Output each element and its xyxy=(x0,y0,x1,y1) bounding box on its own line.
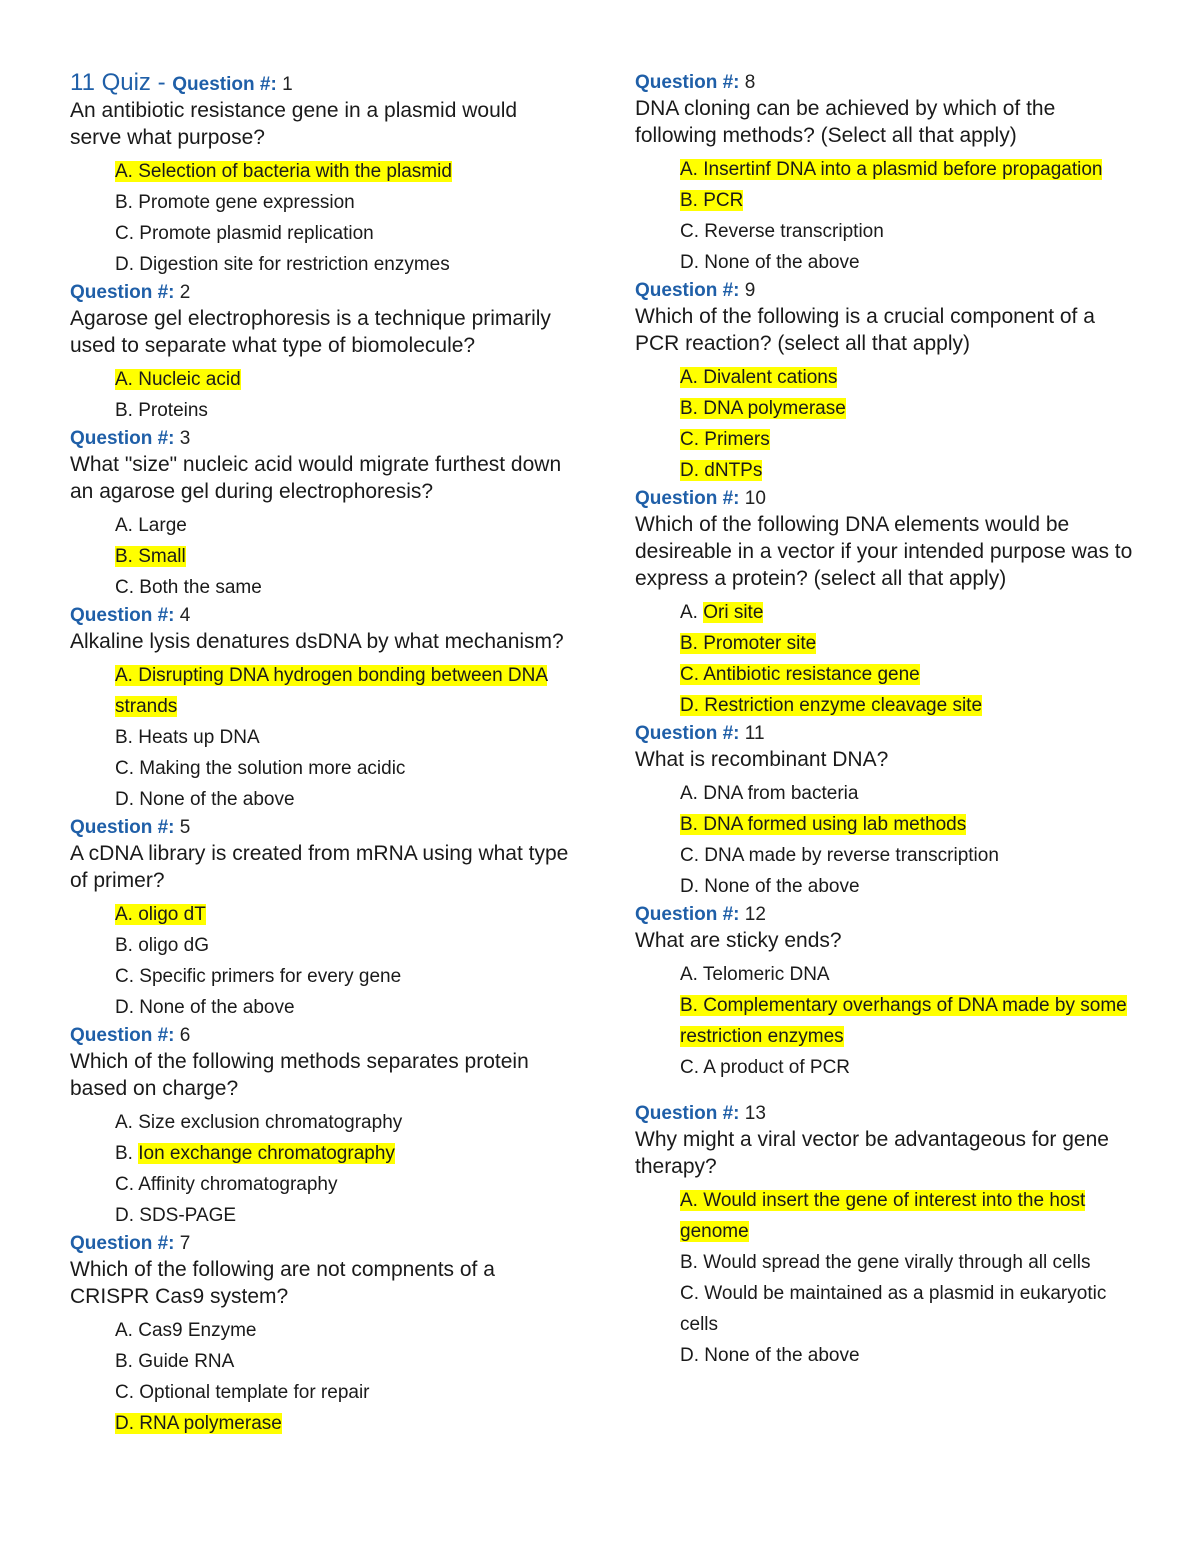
answer-option xyxy=(680,1247,1135,1278)
option-letter: D. xyxy=(680,252,699,273)
question-label: Question #: xyxy=(635,1103,740,1124)
answer xyxy=(115,1143,395,1164)
question-text: A cDNA library is created from mRNA using what type of primer? xyxy=(70,842,569,892)
option-letter: B. xyxy=(115,935,133,956)
option-text: RNA polymerase xyxy=(139,1413,282,1434)
option-text: Ori site xyxy=(703,602,764,623)
question-header xyxy=(70,1023,570,1048)
option-text: Reverse transcription xyxy=(704,221,884,242)
option-text: Cas9 Enzyme xyxy=(138,1320,257,1341)
answer-option xyxy=(680,690,1135,721)
answer-option xyxy=(680,247,1135,278)
answer-option xyxy=(115,753,570,784)
option-letter: B. xyxy=(115,1143,133,1164)
option-letter: A. xyxy=(680,964,698,985)
question-7 xyxy=(70,1231,570,1439)
answer-option xyxy=(680,809,1135,840)
highlighted-answer xyxy=(115,546,186,567)
option-text: Digestion site for restriction enzymes xyxy=(139,254,450,275)
answer-option xyxy=(680,1278,1135,1340)
option-text: dNTPs xyxy=(704,460,763,481)
answer-option xyxy=(680,990,1135,1052)
question-number: 8 xyxy=(744,72,756,93)
answer-options xyxy=(635,778,1135,902)
option-letter: A. xyxy=(680,367,698,388)
answer-options xyxy=(635,1185,1135,1371)
option-text: Small xyxy=(138,546,186,567)
option-text: Divalent cations xyxy=(703,367,838,388)
option-letter: A. xyxy=(115,1320,133,1341)
answer-options xyxy=(70,1315,570,1439)
answer xyxy=(680,1252,1091,1273)
option-text: Affinity chromatography xyxy=(138,1174,338,1195)
answer-option xyxy=(115,930,570,961)
option-text: None of the above xyxy=(139,789,295,810)
question-number: 9 xyxy=(744,280,756,301)
option-text: Both the same xyxy=(139,577,262,598)
answer xyxy=(680,783,858,804)
question-text: Which of the following is a crucial component of a PCR reaction? (select all that apply) xyxy=(635,305,1095,355)
answer-option xyxy=(115,541,570,572)
answer xyxy=(115,223,374,244)
option-letter: A. xyxy=(115,161,133,182)
answer-option xyxy=(115,510,570,541)
option-text: Insertinf DNA into a plasmid before propagation xyxy=(703,159,1103,180)
answer-option xyxy=(115,1138,570,1169)
answer-options xyxy=(635,362,1135,486)
answer-option xyxy=(680,1185,1135,1247)
question-text: An antibiotic resistance gene in a plasmid would serve what purpose? xyxy=(70,99,518,149)
answer xyxy=(680,1057,850,1078)
answer-options xyxy=(635,154,1135,278)
question-number: 3 xyxy=(179,428,191,449)
answer-option xyxy=(680,959,1135,990)
question-text: DNA cloning can be achieved by which of the following methods? (Select all that apply) xyxy=(635,97,1056,147)
option-text: Ion exchange chromatography xyxy=(138,1143,395,1164)
highlighted-answer xyxy=(115,904,206,925)
option-text: Specific primers for every gene xyxy=(139,966,402,987)
answer xyxy=(115,254,450,275)
question-label: Question #: xyxy=(70,1025,175,1046)
question-text: Which of the following methods separates protein based on charge? xyxy=(70,1050,529,1100)
option-letter: C. xyxy=(680,429,699,450)
question-3 xyxy=(70,426,570,603)
right-column xyxy=(635,70,1135,1371)
answer xyxy=(115,515,187,536)
option-text: Optional template for repair xyxy=(139,1382,370,1403)
answer xyxy=(115,758,405,779)
answer-option xyxy=(115,660,570,722)
answer-options xyxy=(70,660,570,815)
question-text: What is recombinant DNA? xyxy=(635,748,889,771)
option-text: Selection of bacteria with the plasmid xyxy=(138,161,452,182)
option-text: PCR xyxy=(703,190,744,211)
question-header xyxy=(70,1231,570,1256)
option-letter: C. xyxy=(115,966,134,987)
question-label: Question #: xyxy=(635,72,740,93)
highlighted-answer xyxy=(680,633,816,654)
question-number: 2 xyxy=(179,282,191,303)
question-number: 7 xyxy=(179,1233,191,1254)
question-label: Question #: xyxy=(635,904,740,925)
answer-option xyxy=(680,1052,1135,1083)
answer-options xyxy=(635,959,1135,1083)
option-letter: C. xyxy=(115,758,134,779)
answer-option xyxy=(680,597,1135,628)
option-text: DNA polymerase xyxy=(703,398,846,419)
answer-option xyxy=(115,992,570,1023)
option-letter: C. xyxy=(680,221,699,242)
option-letter: A. xyxy=(680,159,698,180)
question-number: 13 xyxy=(744,1103,766,1124)
answer-option xyxy=(115,395,570,426)
answer xyxy=(115,1174,337,1195)
option-letter: C. xyxy=(115,577,134,598)
option-letter: B. xyxy=(115,1351,133,1372)
option-text: oligo dG xyxy=(138,935,210,956)
answer xyxy=(115,935,209,956)
question-number: 12 xyxy=(744,904,766,925)
answer xyxy=(115,1351,234,1372)
option-text: DNA from bacteria xyxy=(703,783,859,804)
highlighted-answer xyxy=(680,1190,1085,1242)
option-letter: D. xyxy=(680,695,699,716)
question-header xyxy=(635,70,1135,95)
option-letter: B. xyxy=(680,398,698,419)
question-11 xyxy=(635,721,1135,902)
question-text: Which of the following are not compnents of a CRISPR Cas9 system? xyxy=(70,1258,495,1308)
option-text: Telomeric DNA xyxy=(702,964,830,985)
option-text: Proteins xyxy=(138,400,208,421)
highlighted-answer xyxy=(680,995,1127,1047)
highlighted-answer xyxy=(115,665,547,717)
option-text: None of the above xyxy=(704,252,860,273)
option-text: Complementary overhangs of DNA made by some restriction enzymes xyxy=(680,995,1127,1047)
question-9 xyxy=(635,278,1135,486)
highlighted-answer xyxy=(680,190,743,211)
option-text: Nucleic acid xyxy=(138,369,241,390)
answer-option xyxy=(680,216,1135,247)
option-letter: C. xyxy=(680,845,699,866)
option-letter: A. xyxy=(680,1190,698,1211)
question-label: Question #: xyxy=(635,488,740,509)
answer-options xyxy=(70,364,570,426)
option-text: Disrupting DNA hydrogen bonding between DNA strands xyxy=(115,665,547,717)
quiz-title: 11 Quiz - xyxy=(70,69,173,96)
answer-option xyxy=(115,1200,570,1231)
answer xyxy=(115,966,401,987)
option-text: Promoter site xyxy=(703,633,817,654)
answer-option xyxy=(680,778,1135,809)
question-12 xyxy=(635,902,1135,1083)
highlighted-answer xyxy=(115,161,452,182)
left-column xyxy=(70,70,570,1439)
option-text: Primers xyxy=(704,429,770,450)
answer-option xyxy=(115,187,570,218)
answer-option xyxy=(115,364,570,395)
answer-option xyxy=(115,1169,570,1200)
answer xyxy=(680,876,860,897)
question-header xyxy=(635,278,1135,303)
answer-option xyxy=(115,156,570,187)
answer-options xyxy=(70,1107,570,1231)
highlighted-answer xyxy=(680,398,846,419)
question-header xyxy=(635,1101,1135,1126)
answer xyxy=(680,964,830,985)
answer-options xyxy=(70,510,570,603)
option-letter: B. xyxy=(680,1252,698,1273)
question-text: What "size" nucleic acid would migrate furthest down an agarose gel during electrophoresis? xyxy=(70,453,562,503)
option-letter: B. xyxy=(115,400,133,421)
answer-option xyxy=(680,628,1135,659)
option-letter: C. xyxy=(680,1283,699,1304)
answer-option xyxy=(680,185,1135,216)
answer xyxy=(115,400,208,421)
answer xyxy=(115,997,295,1018)
question-label: Question #: xyxy=(70,1233,175,1254)
answer xyxy=(115,1112,402,1133)
answer-option xyxy=(680,154,1135,185)
answer-option xyxy=(115,1315,570,1346)
answer xyxy=(115,1205,236,1226)
question-text: What are sticky ends? xyxy=(635,929,842,952)
option-text: Would spread the gene virally through all cells xyxy=(703,1252,1091,1273)
question-label: Question #: xyxy=(172,74,277,95)
highlighted-answer xyxy=(680,695,982,716)
option-text: oligo dT xyxy=(138,904,206,925)
question-label: Question #: xyxy=(635,280,740,301)
answer xyxy=(680,221,884,242)
question-text: Why might a viral vector be advantageous for gene therapy? xyxy=(635,1128,1109,1178)
question-label: Question #: xyxy=(70,428,175,449)
answer-option xyxy=(115,899,570,930)
question-number: 10 xyxy=(744,488,766,509)
question-label: Question #: xyxy=(635,723,740,744)
option-text: DNA formed using lab methods xyxy=(703,814,967,835)
question-number: 4 xyxy=(179,605,191,626)
option-letter: C. xyxy=(115,223,134,244)
highlighted-answer xyxy=(680,367,837,388)
highlighted-answer xyxy=(115,1413,282,1434)
option-text: Making the solution more acidic xyxy=(139,758,406,779)
answer-option xyxy=(115,1408,570,1439)
option-letter: C. xyxy=(680,664,699,685)
spacer xyxy=(635,1083,1135,1101)
option-letter: A. xyxy=(680,602,698,623)
question-13 xyxy=(635,1101,1135,1371)
answer-option xyxy=(115,722,570,753)
option-letter: D. xyxy=(115,254,134,275)
option-text: Heats up DNA xyxy=(138,727,260,748)
option-letter: B. xyxy=(680,814,698,835)
answer xyxy=(115,1320,257,1341)
answer-option xyxy=(115,249,570,280)
option-letter: D. xyxy=(115,789,134,810)
option-letter: D. xyxy=(680,876,699,897)
highlighted-answer xyxy=(115,369,241,390)
option-text: None of the above xyxy=(704,876,860,897)
answer-options xyxy=(70,156,570,280)
answer-option xyxy=(115,218,570,249)
option-letter: B. xyxy=(115,546,133,567)
answer-option xyxy=(115,1377,570,1408)
option-letter: A. xyxy=(115,904,133,925)
question-label: Question #: xyxy=(70,817,175,838)
option-text: Guide RNA xyxy=(138,1351,235,1372)
option-text: Would be maintained as a plasmid in eukaryotic cells xyxy=(680,1283,1107,1335)
question-8 xyxy=(635,70,1135,278)
option-letter: D. xyxy=(115,997,134,1018)
answer-option xyxy=(680,455,1135,486)
option-text: A product of PCR xyxy=(703,1057,851,1078)
question-header xyxy=(635,486,1135,511)
question-header xyxy=(70,603,570,628)
option-letter: A. xyxy=(115,1112,133,1133)
highlighted-answer xyxy=(680,429,770,450)
option-text: None of the above xyxy=(139,997,295,1018)
question-4 xyxy=(70,603,570,815)
question-header xyxy=(70,280,570,305)
answer xyxy=(115,789,295,810)
option-text: Promote gene expression xyxy=(138,192,355,213)
question-header xyxy=(635,902,1135,927)
option-text: Would insert the gene of interest into the host genome xyxy=(680,1190,1086,1242)
answer-option xyxy=(115,961,570,992)
answer xyxy=(115,727,260,748)
answer xyxy=(680,252,860,273)
answer-option xyxy=(115,1346,570,1377)
option-text: Promote plasmid replication xyxy=(139,223,374,244)
answer-option xyxy=(115,1107,570,1138)
option-letter: C. xyxy=(680,1057,699,1078)
highlighted-answer xyxy=(680,159,1102,180)
highlighted-answer xyxy=(680,814,966,835)
answer xyxy=(115,577,262,598)
answer-option xyxy=(680,362,1135,393)
question-number: 5 xyxy=(179,817,191,838)
question-1 xyxy=(70,70,570,280)
question-5 xyxy=(70,815,570,1023)
question-header xyxy=(635,721,1135,746)
answer-options xyxy=(70,899,570,1023)
option-letter: B. xyxy=(680,190,698,211)
question-header xyxy=(70,426,570,451)
option-letter: D. xyxy=(680,460,699,481)
answer-options xyxy=(635,597,1135,721)
option-letter: A. xyxy=(680,783,698,804)
option-text: SDS-PAGE xyxy=(139,1205,237,1226)
answer-option xyxy=(680,659,1135,690)
question-6 xyxy=(70,1023,570,1231)
option-text: None of the above xyxy=(704,1345,860,1366)
option-letter: A. xyxy=(115,515,133,536)
answer-option xyxy=(680,1340,1135,1371)
answer-option xyxy=(680,840,1135,871)
option-text: Restriction enzyme cleavage site xyxy=(704,695,983,716)
option-text: Size exclusion chromatography xyxy=(138,1112,403,1133)
answer xyxy=(680,602,763,623)
highlighted-answer xyxy=(680,460,762,481)
option-letter: B. xyxy=(115,727,133,748)
question-number: 6 xyxy=(179,1025,191,1046)
option-text: Large xyxy=(138,515,187,536)
answer xyxy=(115,192,355,213)
highlighted-answer xyxy=(680,664,920,685)
answer xyxy=(680,1345,860,1366)
answer-option xyxy=(680,871,1135,902)
answer-option xyxy=(115,572,570,603)
question-label: Question #: xyxy=(70,605,175,626)
question-text: Agarose gel electrophoresis is a technique primarily used to separate what type of biomolecule? xyxy=(70,307,551,357)
answer-option xyxy=(680,393,1135,424)
question-2 xyxy=(70,280,570,426)
answer-option xyxy=(115,784,570,815)
option-letter: D. xyxy=(115,1205,134,1226)
answer xyxy=(680,845,999,866)
option-letter: D. xyxy=(680,1345,699,1366)
option-letter: B. xyxy=(680,995,698,1016)
answer xyxy=(680,1283,1106,1335)
option-letter: D. xyxy=(115,1413,134,1434)
answer xyxy=(115,1382,370,1403)
option-text: DNA made by reverse transcription xyxy=(704,845,999,866)
question-text: Alkaline lysis denatures dsDNA by what mechanism? xyxy=(70,630,564,653)
option-letter: C. xyxy=(115,1382,134,1403)
option-letter: A. xyxy=(115,665,133,686)
answer-option xyxy=(680,424,1135,455)
question-text: Which of the following DNA elements would be desireable in a vector if your intended purpose was to express a protein? (select all that apply) xyxy=(635,513,1133,590)
question-number: 11 xyxy=(744,723,765,744)
question-label: Question #: xyxy=(70,282,175,303)
question-header xyxy=(70,70,570,97)
option-letter: B. xyxy=(680,633,698,654)
option-text: Antibiotic resistance gene xyxy=(703,664,920,685)
question-10 xyxy=(635,486,1135,721)
option-letter: B. xyxy=(115,192,133,213)
option-letter: C. xyxy=(115,1174,134,1195)
option-letter: A. xyxy=(115,369,133,390)
question-header xyxy=(70,815,570,840)
question-number: 1 xyxy=(282,74,293,95)
